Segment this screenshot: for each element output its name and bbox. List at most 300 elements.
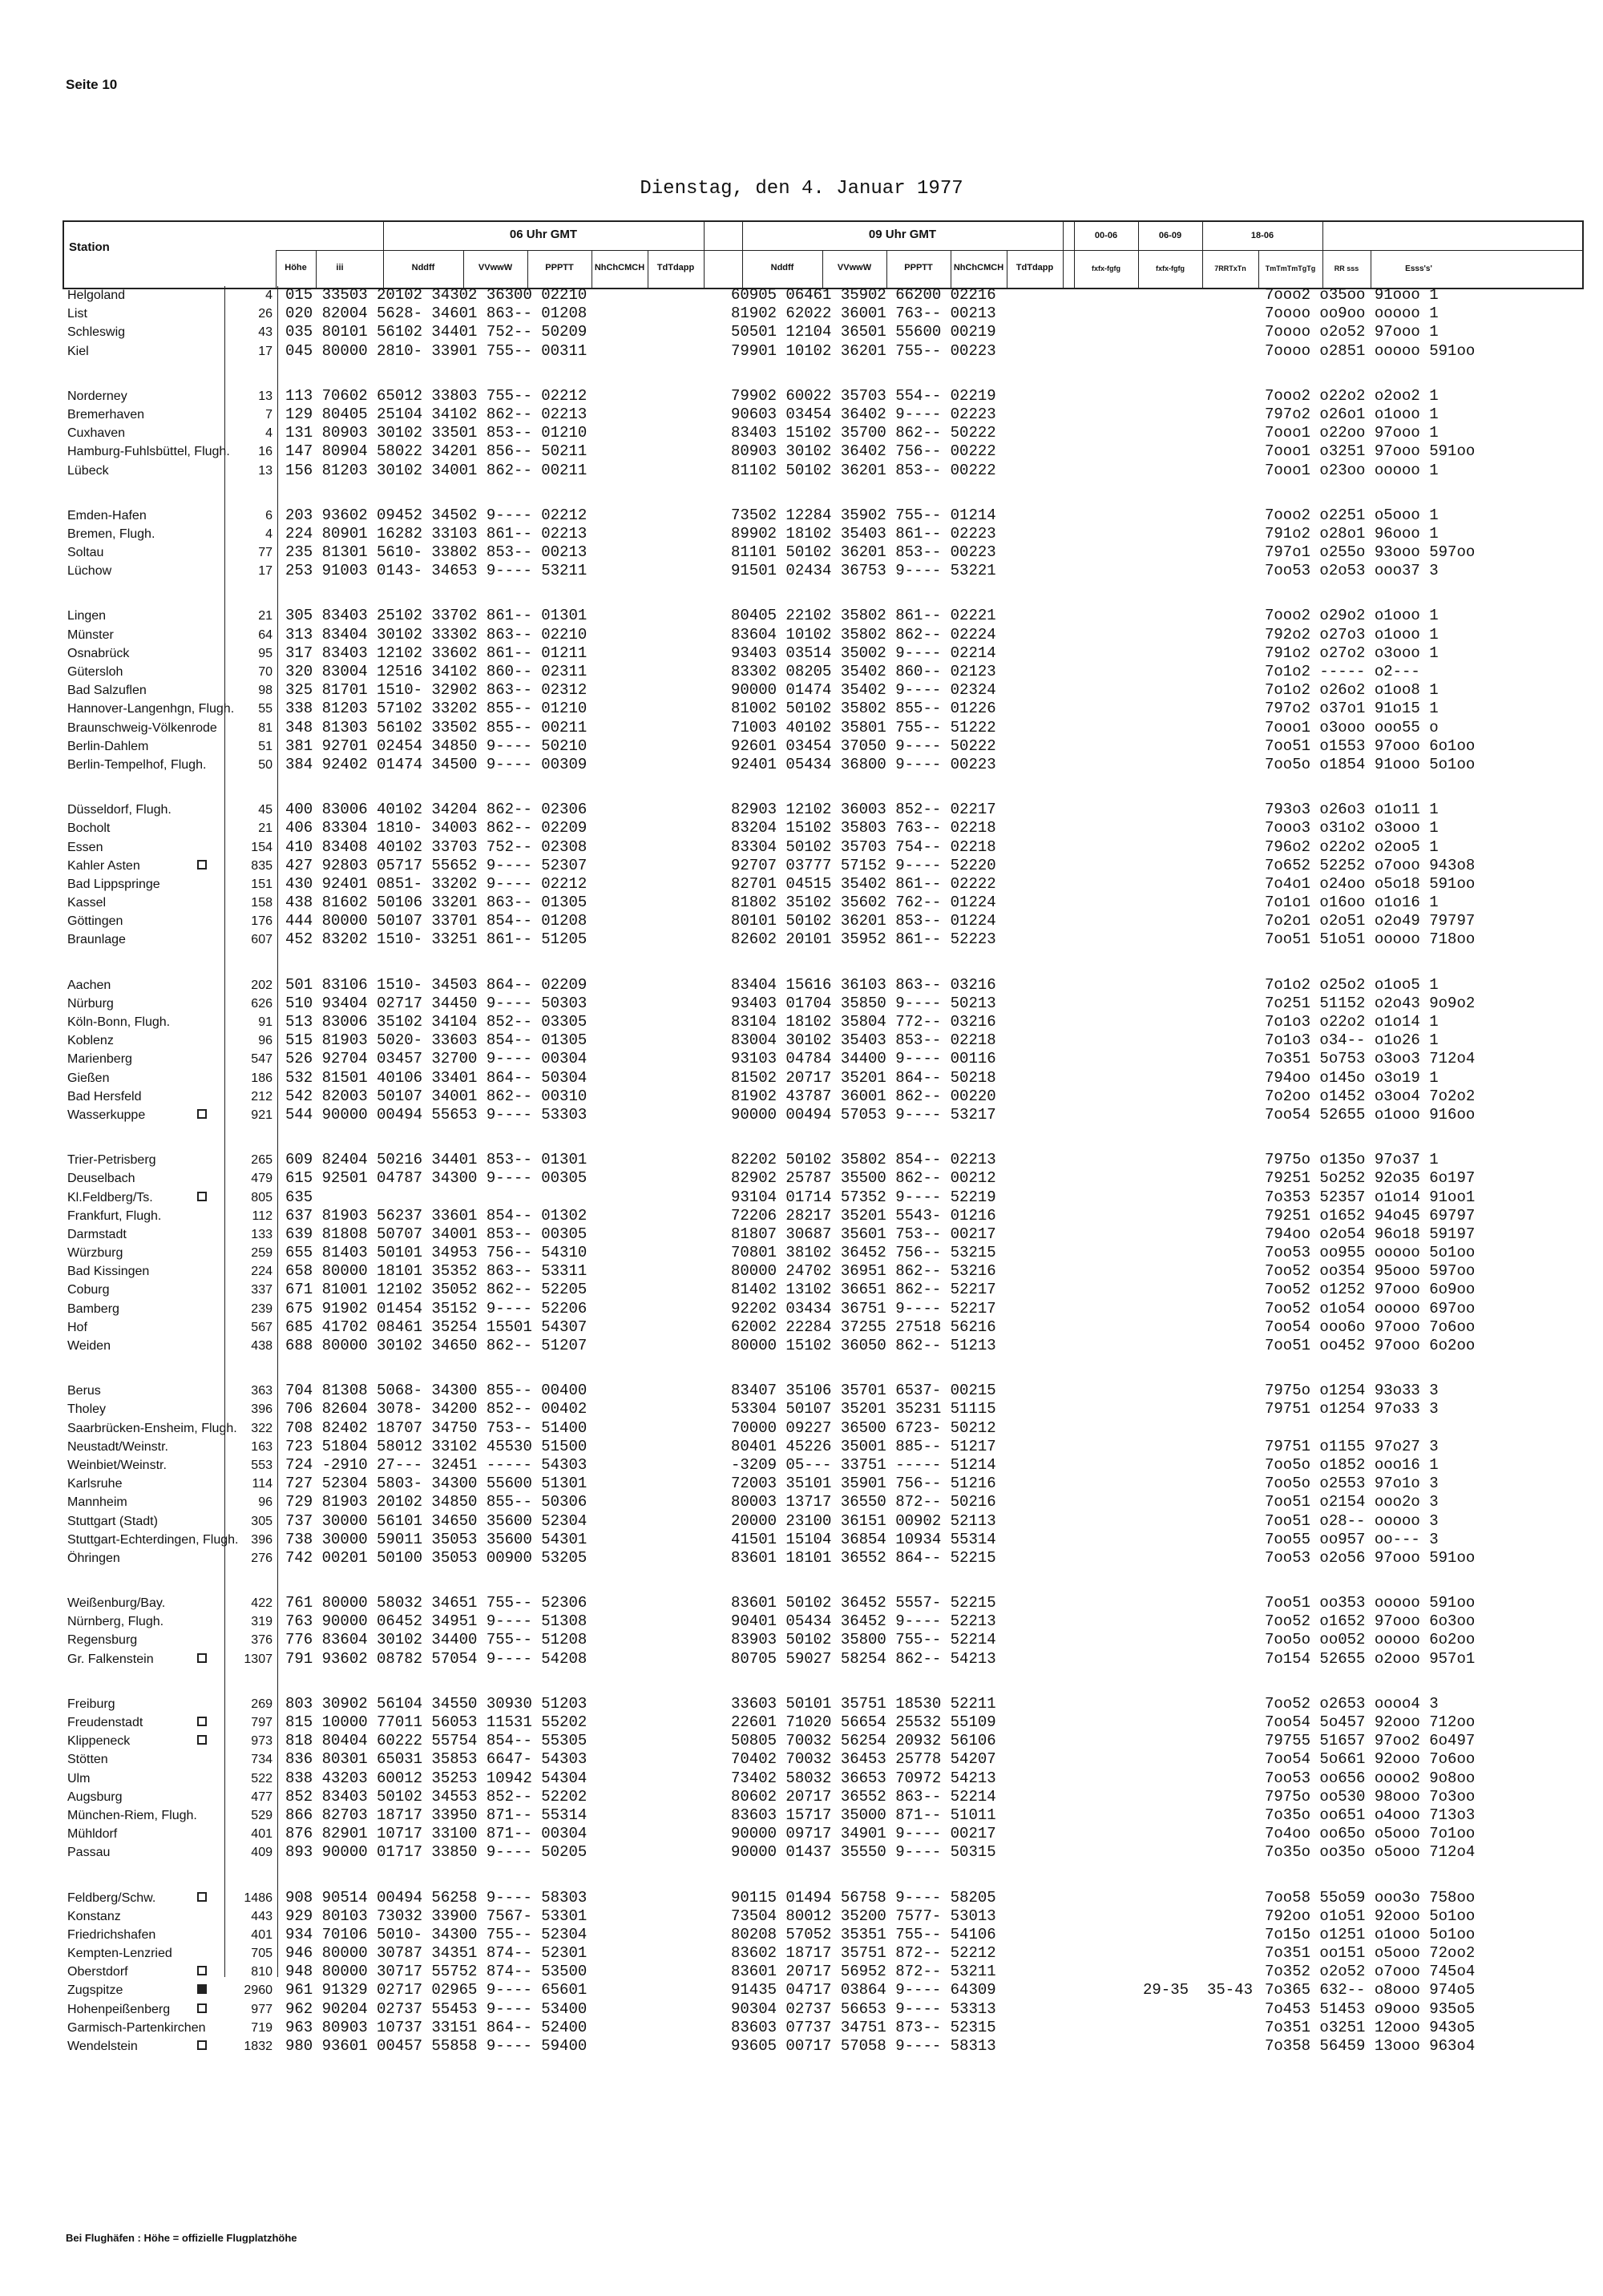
group-09-title: 09 Uhr GMT	[868, 228, 937, 241]
station-height: 607	[251, 933, 273, 947]
obs-06-utc: 948 80000 30717 55752 874-- 53500	[285, 1963, 587, 1981]
table-row	[63, 506, 1585, 525]
table-row	[63, 1981, 1585, 1999]
table-row	[63, 626, 1585, 644]
table-row	[63, 305, 1585, 323]
table-row	[63, 286, 1585, 305]
obs-09-utc: 80602 20717 36552 863-- 52214	[731, 1787, 996, 1806]
obs-06-utc: 544 90000 00494 55653 9---- 53303	[285, 1105, 587, 1124]
obs-18-06: 7oo54 5o661 92ooo 7o6oo	[1265, 1750, 1476, 1769]
obs-18-06: 7o15o o1251 o1ooo 5o1oo	[1265, 1925, 1476, 1943]
obs-18-06: 7oo5o o2553 97o1o 3	[1265, 1475, 1439, 1493]
obs-18-06: 7o1o1 o16oo o1o16 1	[1265, 894, 1439, 912]
obs-09-utc: 71003 40102 35801 755-- 51222	[731, 718, 996, 736]
obs-06-utc: 156 81203 30102 34001 862-- 00211	[285, 461, 587, 479]
obs-06-utc: 381 92701 02454 34850 9---- 50210	[285, 736, 587, 755]
obs-06-utc: 147 80904 58022 34201 856-- 50211	[285, 442, 587, 461]
station-height: 26	[258, 307, 273, 321]
station-group	[63, 1889, 1585, 2056]
table-row	[63, 1069, 1585, 1087]
station-name: Oberstdorf	[67, 1965, 128, 1979]
table-row	[63, 681, 1585, 700]
obs-06-utc: 615 92501 04787 34300 9---- 00305	[285, 1169, 587, 1188]
station-height: 835	[251, 858, 273, 873]
obs-06-utc: 131 80903 30102 33501 853-- 01210	[285, 424, 587, 442]
obs-18-06: 7oo58 55o59 ooo3o 758oo	[1265, 1888, 1476, 1907]
obs-09-utc: 80003 13717 36550 872-- 50216	[731, 1493, 996, 1511]
table-row	[63, 756, 1585, 774]
station-height: 305	[251, 1514, 273, 1528]
obs-09-utc: 81502 20717 35201 864-- 50218	[731, 1068, 996, 1087]
obs-18-06: 7o1o2 o25o2 o1oo5 1	[1265, 975, 1439, 994]
obs-09-utc: 83601 18101 36552 864-- 52215	[731, 1548, 996, 1567]
station-height: 154	[251, 840, 273, 854]
station-height: 719	[251, 2020, 273, 2035]
obs-18-06: 7o352 o2o52 o7ooo 745o4	[1265, 1963, 1476, 1981]
table-row	[63, 1244, 1585, 1262]
table-row	[63, 976, 1585, 995]
g06-col: PPPTT	[545, 263, 574, 272]
station-group	[63, 1151, 1585, 1355]
station-name: Wendelstein	[67, 2040, 138, 2053]
station-name: Helgoland	[67, 289, 126, 302]
obs-18-06: 7o353 52357 o1o14 91oo1	[1265, 1188, 1476, 1206]
table-row	[63, 1944, 1585, 1963]
station-height: 477	[251, 1790, 273, 1804]
table-row	[63, 1825, 1585, 1843]
table-row	[63, 1806, 1585, 1825]
obs-06-utc: 510 93404 02717 34450 9---- 50303	[285, 994, 587, 1012]
station-group	[63, 976, 1585, 1125]
table-row	[63, 737, 1585, 756]
station-height: 522	[251, 1771, 273, 1786]
station-height: 50	[258, 757, 273, 772]
station-height: 7	[265, 407, 273, 422]
table-row	[63, 1382, 1585, 1400]
obs-18-06: 794oo o2o54 96o18 59197	[1265, 1225, 1476, 1243]
obs-09-utc: 70402 70032 36453 25778 54207	[731, 1750, 996, 1769]
station-name: Hamburg-Fuhlsbüttel, Flugh.	[67, 445, 230, 459]
obs-09-utc: 90401 05434 36452 9---- 52213	[731, 1612, 996, 1631]
station-name: Kl.Feldberg/Ts.	[67, 1190, 153, 1204]
table-row	[63, 1087, 1585, 1106]
table-row	[63, 930, 1585, 949]
station-height: 55	[258, 702, 273, 716]
obs-18-06: 7ooo1 o23oo ooooo 1	[1265, 461, 1439, 479]
station-name: Nürnberg, Flugh.	[67, 1615, 164, 1629]
obs-06-utc: 317 83403 12102 33602 861-- 01211	[285, 644, 587, 662]
obs-06-utc: 893 90000 01717 33850 9---- 50205	[285, 1843, 587, 1862]
station-name: Kempten-Lenzried	[67, 1947, 172, 1961]
obs-09-utc: 82903 12102 36003 852-- 02217	[731, 801, 996, 819]
obs-06-utc: 763 90000 06452 34951 9---- 51308	[285, 1612, 587, 1631]
station-name: Weißenburg/Bay.	[67, 1596, 166, 1611]
table-row	[63, 1631, 1585, 1649]
obs-18-06: 79251 o1652 94o45 69797	[1265, 1206, 1476, 1225]
station-height: 376	[251, 1633, 273, 1648]
obs-18-06: 7o1o2 o26o2 o1oo8 1	[1265, 681, 1439, 700]
obs-09-utc: 80705 59027 58254 862-- 54213	[731, 1649, 996, 1668]
obs-06-utc: 946 80000 30787 34351 874-- 52301	[285, 1944, 587, 1963]
obs-09-utc: 83104 18102 35804 772-- 03216	[731, 1013, 996, 1031]
station-name: Cuxhaven	[67, 426, 126, 441]
obs-18-06: 7o652 52252 o7ooo 943o8	[1265, 856, 1476, 874]
station-name: Braunschweig-Völkenrode	[67, 720, 217, 735]
station-group	[63, 1695, 1585, 1862]
obs-18-06: 7o2oo o1452 o3oo4 7o2o2	[1265, 1087, 1476, 1105]
table-row	[63, 719, 1585, 737]
station-height: 212	[251, 1089, 273, 1104]
station-height: 401	[251, 1827, 273, 1842]
station-name: List	[67, 307, 87, 321]
station-name: Kiel	[67, 344, 89, 358]
station-height: 259	[251, 1246, 273, 1261]
square-icon	[197, 1735, 207, 1745]
station-name: Lingen	[67, 609, 107, 623]
obs-06-utc: 639 81808 50707 34001 853-- 00305	[285, 1225, 587, 1243]
station-height: 133	[251, 1227, 273, 1241]
station-height: 409	[251, 1846, 273, 1860]
table-row	[63, 1750, 1585, 1769]
station-height: 43	[258, 325, 273, 340]
obs-09-utc: 80101 50102 36201 853-- 01224	[731, 912, 996, 930]
obs-18-06: 79755 51657 97oo2 6o497	[1265, 1732, 1476, 1750]
obs-18-06: 7o2o1 o2o51 o2o49 79797	[1265, 912, 1476, 930]
obs-06-utc: 253 91003 0143- 34653 9---- 53211	[285, 562, 587, 580]
obs-09-utc: 81807 30687 35601 753-- 00217	[731, 1225, 996, 1243]
report-date: Dienstag, den 4. Januar 1977	[640, 178, 963, 200]
table-row	[63, 1732, 1585, 1750]
station-height: 734	[251, 1753, 273, 1767]
g09-col: Nddff	[770, 263, 794, 272]
square-icon	[197, 1717, 207, 1726]
obs-06-utc: 815 10000 77011 56053 11531 55202	[285, 1713, 587, 1731]
obs-06-utc: 224 80901 16282 33103 861-- 02213	[285, 524, 587, 543]
obs-09-utc: 91501 02434 36753 9---- 53221	[731, 562, 996, 580]
obs-18-06: 7oo5o o1854 91ooo 5o1oo	[1265, 755, 1476, 773]
table-row	[63, 1281, 1585, 1299]
station-name: Ulm	[67, 1771, 91, 1786]
extra-top: 06-09	[1158, 231, 1182, 240]
obs-09-utc: 73502 12284 35902 755-- 01214	[731, 506, 996, 524]
divider	[704, 220, 705, 289]
table-row	[63, 1650, 1585, 1669]
station-height: 705	[251, 1947, 273, 1961]
station-name: München-Riem, Flugh.	[67, 1808, 197, 1822]
station-name: Stötten	[67, 1753, 108, 1767]
obs-09-utc: 83601 50102 36452 5557- 52215	[731, 1594, 996, 1612]
station-group	[63, 1382, 1585, 1568]
station-name: Kahler Asten	[67, 858, 140, 873]
station-name: Saarbrücken-Ensheim, Flugh.	[67, 1421, 237, 1435]
station-height: 973	[251, 1734, 273, 1749]
square-icon	[197, 2040, 207, 2050]
station-name: Coburg	[67, 1283, 110, 1297]
table-row	[63, 2019, 1585, 2037]
station-name: Bad Salzuflen	[67, 684, 147, 698]
obs-18-06: 79251 5o252 92o35 6o197	[1265, 1169, 1476, 1188]
obs-18-06: 7o4o1 o24oo o5o18 591oo	[1265, 874, 1476, 893]
obs-09-utc: 81402 13102 36651 862-- 52217	[731, 1281, 996, 1299]
table-row	[63, 1318, 1585, 1337]
station-name: Emden-Hafen	[67, 508, 147, 523]
obs-09-utc: 83407 35106 35701 6537- 00215	[731, 1382, 996, 1400]
obs-09-utc: 33603 50101 35751 18530 52211	[731, 1694, 996, 1713]
obs-09-utc: 93403 03514 35002 9---- 02214	[731, 644, 996, 662]
station-height: 112	[252, 1209, 273, 1223]
obs-09-utc: 83604 10102 35802 862-- 02224	[731, 625, 996, 644]
obs-09-utc: 93403 01704 35850 9---- 50213	[731, 994, 996, 1012]
extra-col: Esss's'	[1405, 264, 1432, 273]
obs-06-utc: 526 92704 03457 32700 9---- 00304	[285, 1050, 587, 1068]
station-height: 13	[258, 463, 273, 478]
table-row	[63, 1475, 1585, 1493]
table-row	[63, 1050, 1585, 1068]
station-name: Augsburg	[67, 1790, 123, 1804]
station-name: Soltau	[67, 546, 104, 560]
station-height: 1307	[244, 1652, 273, 1666]
obs-06-utc: 723 51804 58012 33102 45530 51500	[285, 1437, 587, 1455]
obs-09-utc: 80405 22102 35802 861-- 02221	[731, 607, 996, 625]
obs-18-06: 797o2 o26o1 o1ooo 1	[1265, 405, 1439, 423]
table-row	[63, 424, 1585, 442]
gust-06-09: 35-43	[1207, 1981, 1254, 1999]
obs-18-06: 7ooo2 o22o2 o2oo2 1	[1265, 386, 1439, 405]
obs-18-06: 7o1o3 o34-- o1o26 1	[1265, 1031, 1439, 1050]
table-row	[63, 342, 1585, 361]
station-name: Nürburg	[67, 996, 114, 1011]
station-name: Deuselbach	[67, 1172, 135, 1186]
station-name: Düsseldorf, Flugh.	[67, 803, 172, 817]
obs-06-utc: 113 70602 65012 33803 755-- 02212	[285, 386, 587, 405]
station-height: 396	[251, 1532, 273, 1547]
table-row	[63, 1169, 1585, 1188]
g09-col: PPPTT	[904, 263, 933, 272]
obs-09-utc: 83903 50102 35800 755-- 52214	[731, 1631, 996, 1649]
obs-06-utc: 724 -2910 27--- 32451 ----- 54303	[285, 1455, 587, 1474]
obs-09-utc: 80401 45226 35001 885-- 51217	[731, 1437, 996, 1455]
obs-18-06: 7o453 51453 o9ooo 935o5	[1265, 1999, 1476, 2018]
obs-09-utc: 83603 07737 34751 873-- 52315	[731, 2018, 996, 2036]
square-icon	[197, 1192, 207, 1201]
obs-18-06: 7ooo2 o35oo 91ooo 1	[1265, 286, 1439, 304]
station-height: 797	[251, 1716, 273, 1729]
station-name: Osnabrück	[67, 646, 130, 660]
table-row	[63, 1493, 1585, 1511]
obs-06-utc: 430 92401 0851- 33202 9---- 02212	[285, 874, 587, 893]
obs-09-utc: 81102 50102 36201 853-- 00222	[731, 461, 996, 479]
square-icon	[197, 1109, 207, 1119]
obs-18-06: 7oo51 o28-- ooooo 3	[1265, 1511, 1439, 1530]
obs-18-06: 7oooo o2o52 97ooo 1	[1265, 323, 1439, 341]
station-height: 186	[251, 1071, 273, 1085]
obs-06-utc: 704 81308 5068- 34300 855-- 00400	[285, 1382, 587, 1400]
obs-18-06: 7o154 52655 o2ooo 957o1	[1265, 1649, 1476, 1668]
obs-06-utc: 313 83404 30102 33302 863-- 02210	[285, 625, 587, 644]
table-row	[63, 2037, 1585, 2056]
obs-18-06: 7o1o2 ----- o2---	[1265, 663, 1420, 680]
obs-06-utc: 320 83004 12516 34102 860-- 02311	[285, 663, 587, 680]
obs-06-utc: 410 83408 40102 33703 752-- 02308	[285, 837, 587, 856]
station-height: 805	[251, 1190, 273, 1204]
station-height: 977	[251, 2002, 273, 2016]
table-row	[63, 894, 1585, 912]
station-height: 158	[251, 896, 273, 910]
obs-18-06: 7975o o1254 93o33 3	[1265, 1382, 1439, 1400]
station-name: Trier-Petrisberg	[67, 1153, 156, 1168]
table-row	[63, 1031, 1585, 1050]
obs-18-06: 7o351 oo151 o5ooo 72oo2	[1265, 1944, 1476, 1963]
table-row	[63, 1512, 1585, 1531]
obs-06-utc: 671 81001 12102 35052 862-- 52205	[285, 1281, 587, 1299]
obs-18-06: 7ooo1 o3ooo ooo55 o	[1265, 718, 1439, 736]
table-row	[63, 1612, 1585, 1631]
table-row	[63, 1926, 1585, 1944]
station-name: Berus	[67, 1384, 101, 1398]
station-name: Berlin-Tempelhof, Flugh.	[67, 757, 207, 772]
obs-18-06: 7oo52 o2653 oooo4 3	[1265, 1694, 1439, 1713]
obs-06-utc: 876 82901 10717 33100 871-- 00304	[285, 1825, 587, 1843]
station-name: Tholey	[67, 1402, 107, 1417]
table-row	[63, 462, 1585, 480]
station-name: Bremerhaven	[67, 407, 145, 422]
station-name: Feldberg/Schw.	[67, 1890, 156, 1905]
obs-09-utc: 41501 15104 36854 10934 55314	[731, 1530, 996, 1548]
obs-06-utc: 325 81701 1510- 32902 863-- 02312	[285, 681, 587, 700]
station-height: 45	[258, 803, 273, 817]
obs-06-utc: 235 81301 5610- 33802 853-- 00213	[285, 543, 587, 562]
obs-06-utc: 962 90204 02737 55453 9---- 53400	[285, 1999, 587, 2018]
obs-18-06: 7oo5o o1852 ooo16 1	[1265, 1455, 1439, 1474]
station-height: 553	[251, 1458, 273, 1472]
station-height: 265	[251, 1153, 273, 1168]
obs-09-utc: 82701 04515 35402 861-- 02222	[731, 874, 996, 893]
obs-06-utc: 542 82003 50107 34001 862-- 00310	[285, 1087, 587, 1105]
station-name: Koblenz	[67, 1034, 114, 1048]
obs-09-utc: 50805 70032 56254 20932 56106	[731, 1732, 996, 1750]
obs-09-utc: 82902 25787 35500 862-- 00212	[731, 1169, 996, 1188]
table-row	[63, 1531, 1585, 1549]
station-group	[63, 1594, 1585, 1669]
obs-18-06: 7o351 5o753 o3oo3 712o4	[1265, 1050, 1476, 1068]
obs-06-utc: 635	[285, 1188, 313, 1206]
obs-09-utc: 83404 15616 36103 863-- 03216	[731, 975, 996, 994]
obs-18-06: 7oooo oo9oo ooooo 1	[1265, 305, 1439, 323]
station-height: 91	[258, 1015, 273, 1029]
obs-06-utc: 729 81903 20102 34850 855-- 50306	[285, 1493, 587, 1511]
obs-18-06: 7o35o oo651 o4ooo 713o3	[1265, 1806, 1476, 1824]
station-name: Bad Kissingen	[67, 1265, 150, 1279]
obs-06-utc: 688 80000 30102 34650 862-- 51207	[285, 1337, 587, 1354]
table-row	[63, 525, 1585, 543]
obs-18-06: 7oo53 oo955 ooooo 5o1oo	[1265, 1244, 1476, 1262]
obs-06-utc: 742 00201 50100 35053 00900 53205	[285, 1548, 587, 1567]
station-height: 17	[258, 344, 273, 358]
station-table	[63, 286, 1585, 2082]
divider	[276, 250, 1584, 251]
obs-06-utc: 838 43203 60012 35253 10942 54304	[285, 1769, 587, 1787]
station-group	[63, 607, 1585, 774]
square-icon	[197, 1653, 207, 1663]
table-row	[63, 801, 1585, 819]
filled-square-icon	[197, 1984, 207, 1994]
obs-09-utc: 62002 22284 37255 27518 56216	[731, 1317, 996, 1336]
obs-06-utc: 738 30000 59011 35053 35600 54301	[285, 1530, 587, 1548]
obs-18-06: 7ooo2 o29o2 o1ooo 1	[1265, 607, 1439, 625]
station-name: Marienberg	[67, 1052, 132, 1067]
extra-col: fxfx-fgfg	[1156, 264, 1185, 272]
obs-18-06: 792oo o1o51 92ooo 5o1oo	[1265, 1907, 1476, 1925]
station-height: 443	[251, 1909, 273, 1923]
obs-09-utc: 83304 50102 35703 754-- 02218	[731, 837, 996, 856]
obs-06-utc: 836 80301 65031 35853 6647- 54303	[285, 1750, 587, 1769]
obs-09-utc: 89902 18102 35403 861-- 02223	[731, 524, 996, 543]
obs-18-06: 7oo52 o1252 97ooo 6o9oo	[1265, 1281, 1476, 1299]
station-group	[63, 801, 1585, 950]
obs-06-utc: 675 91902 01454 35152 9---- 52206	[285, 1299, 587, 1317]
station-name: Weinbiet/Weinstr.	[67, 1458, 167, 1472]
obs-18-06: 7oo5o oo052 ooooo 6o2oo	[1265, 1631, 1476, 1649]
station-height: 810	[251, 1965, 273, 1979]
table-row	[63, 406, 1585, 424]
obs-18-06: 7oo52 o1652 97ooo 6o3oo	[1265, 1612, 1476, 1631]
header-station: Station	[69, 240, 110, 254]
table-row	[63, 1889, 1585, 1907]
square-icon	[197, 2003, 207, 2013]
station-name: Berlin-Dahlem	[67, 739, 149, 753]
extra-col: TmTmTmTgTg	[1265, 264, 1316, 272]
obs-06-utc: 427 92803 05717 55652 9---- 52307	[285, 856, 587, 874]
station-name: Regensburg	[67, 1633, 138, 1648]
footnote: Bei Flughäfen : Höhe = offizielle Flugplatzhöhe	[66, 2232, 297, 2244]
obs-06-utc: 338 81203 57102 33202 855-- 01210	[285, 700, 587, 718]
obs-18-06: 7975o oo530 98ooo 7o3oo	[1265, 1787, 1476, 1806]
obs-09-utc: 82202 50102 35802 854-- 02213	[731, 1151, 996, 1169]
station-height: 77	[258, 546, 273, 560]
obs-06-utc: 501 83106 1510- 34503 864-- 02209	[285, 975, 587, 994]
table-row	[63, 644, 1585, 663]
table-row	[63, 1769, 1585, 1788]
header-iii: iii	[336, 263, 344, 272]
obs-09-utc: 80000 15102 36050 862-- 51213	[731, 1337, 996, 1354]
obs-18-06: 7o251 51152 o2o43 9o9o2	[1265, 994, 1476, 1012]
obs-06-utc: 727 52304 5803- 34300 55600 51301	[285, 1475, 587, 1493]
table-row	[63, 1695, 1585, 1713]
obs-18-06: 7oo51 oo452 97ooo 6o2oo	[1265, 1337, 1476, 1354]
extra-col: fxfx-fgfg	[1092, 264, 1120, 272]
station-name: Gr. Falkenstein	[67, 1652, 154, 1666]
table-row	[63, 1963, 1585, 1981]
obs-09-utc: 83603 15717 35000 871-- 51011	[731, 1806, 996, 1824]
obs-06-utc: 637 81903 56237 33601 854-- 01302	[285, 1206, 587, 1225]
station-height: 547	[251, 1052, 273, 1067]
table-row	[63, 1188, 1585, 1207]
page-number: Seite 10	[66, 77, 118, 92]
obs-09-utc: -3209 05--- 33751 ----- 51214	[731, 1455, 996, 1474]
station-height: 151	[251, 877, 273, 891]
obs-18-06: 7o1o3 o22o2 o1o14 1	[1265, 1013, 1439, 1031]
station-height: 921	[251, 1108, 273, 1122]
obs-09-utc: 50501 12104 36501 55600 00219	[731, 323, 996, 341]
station-height: 4	[265, 426, 273, 441]
station-height: 438	[251, 1339, 273, 1353]
obs-18-06: 7o351 o3251 12ooo 943o5	[1265, 2018, 1476, 2036]
obs-06-utc: 400 83006 40102 34204 862-- 02306	[285, 801, 587, 819]
obs-18-06: 797o1 o255o 93ooo 597oo	[1265, 543, 1476, 562]
station-height: 479	[251, 1172, 273, 1186]
g06-col: TdTdapp	[656, 263, 695, 272]
station-name: Essen	[67, 840, 103, 854]
